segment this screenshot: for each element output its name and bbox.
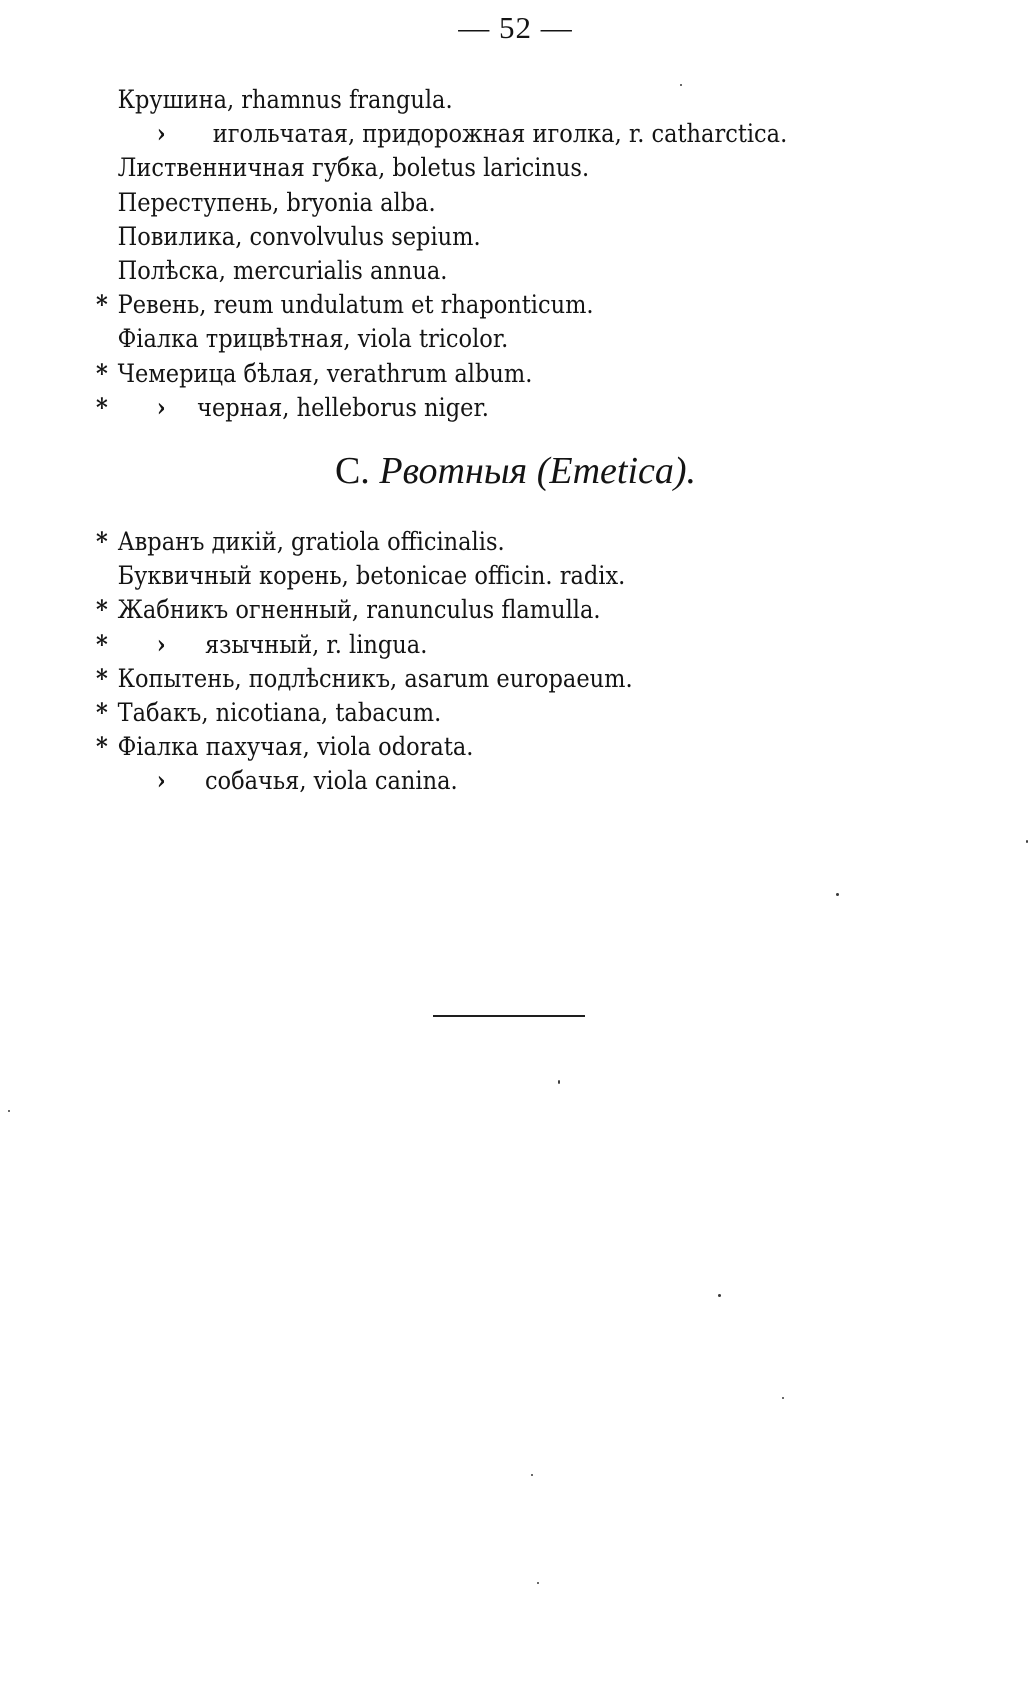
russian-name: Ревень, xyxy=(117,290,207,320)
list-item xyxy=(96,288,906,322)
list-item xyxy=(96,117,906,151)
section-title: Рвотныя (Emetica). xyxy=(379,450,697,492)
print-speck xyxy=(836,893,839,896)
ditto-mark: › xyxy=(117,629,205,659)
print-speck xyxy=(782,1397,784,1399)
latin-name: bryonia alba. xyxy=(279,187,436,217)
russian-name: Лиственничная губка, xyxy=(117,153,386,183)
latin-name: convolvulus sepium. xyxy=(242,221,481,251)
russian-name: Буквичный корень, xyxy=(117,561,349,591)
print-speck xyxy=(680,84,682,86)
list-item xyxy=(96,730,906,764)
list-item xyxy=(96,186,906,220)
list-item xyxy=(96,525,906,559)
list-item xyxy=(96,696,906,730)
list-item xyxy=(96,593,906,627)
russian-name: Повилика, xyxy=(117,221,243,251)
asterisk-mark: * xyxy=(96,732,108,762)
ditto-mark: › xyxy=(117,392,198,422)
latin-name: nicotiana, tabacum. xyxy=(208,697,442,727)
ditto-mark: › xyxy=(117,766,205,796)
russian-name: язычный, xyxy=(204,629,320,659)
latin-name: mercurialis annua. xyxy=(225,255,448,285)
asterisk-mark: * xyxy=(96,697,108,727)
asterisk-mark: * xyxy=(96,663,108,693)
latin-name: reum undulatum et rhaponticum. xyxy=(206,290,594,320)
asterisk-mark: * xyxy=(96,358,108,388)
list-item xyxy=(96,662,906,696)
latin-name: helleborus niger. xyxy=(289,392,489,422)
print-speck xyxy=(558,1080,560,1084)
print-speck xyxy=(531,1474,533,1476)
section-letter: С. xyxy=(334,450,370,492)
russian-name: собачья, xyxy=(204,766,307,796)
asterisk-mark: * xyxy=(96,629,108,659)
list-item xyxy=(96,628,906,662)
plant-list-laxative xyxy=(96,83,996,425)
list-item xyxy=(96,391,906,425)
page-number: — 52 — xyxy=(458,10,573,45)
latin-name: ranunculus flamulla. xyxy=(359,595,601,625)
russian-name: Жабникъ огненный, xyxy=(117,595,360,625)
russian-name: Авранъ дикій, xyxy=(117,527,284,556)
plant-list-emetica xyxy=(96,525,996,799)
latin-name: gratiola officinalis. xyxy=(283,527,505,556)
russian-name: игольчатая, придорожная иголка, xyxy=(212,119,622,149)
russian-name: Копытень, подлѣсникъ, xyxy=(117,663,398,693)
list-item xyxy=(96,322,906,356)
list-item xyxy=(96,254,906,288)
russian-name: Полѣска, xyxy=(117,255,226,285)
latin-name: asarum europaeum. xyxy=(397,663,633,693)
russian-name: черная, xyxy=(197,392,290,422)
russian-name: Крушина, xyxy=(117,85,235,114)
end-rule xyxy=(433,1015,585,1017)
list-item xyxy=(96,83,906,117)
list-item xyxy=(96,559,906,593)
list-item xyxy=(96,357,906,391)
latin-name: r. lingua. xyxy=(319,629,428,659)
latin-name: rhamnus frangula. xyxy=(234,85,453,114)
asterisk-mark: * xyxy=(96,392,108,422)
print-speck xyxy=(8,1110,10,1112)
russian-name: Табакъ, xyxy=(117,697,209,727)
print-speck xyxy=(1026,840,1028,843)
latin-name: r. catharctica. xyxy=(621,119,788,149)
latin-name: verathrum album. xyxy=(319,358,533,388)
asterisk-mark: * xyxy=(96,595,108,625)
asterisk-mark: * xyxy=(96,527,108,556)
latin-name: boletus laricinus. xyxy=(385,153,590,183)
latin-name: viola tricolor. xyxy=(350,324,509,354)
print-speck xyxy=(537,1582,539,1584)
russian-name: Переступень, xyxy=(117,187,280,217)
latin-name: betonicae officin. radix. xyxy=(348,561,626,591)
list-item xyxy=(96,764,906,798)
latin-name: viola odorata. xyxy=(309,732,474,762)
russian-name: Фіалка пахучая, xyxy=(117,732,310,762)
list-item xyxy=(96,220,906,254)
asterisk-mark: * xyxy=(96,290,108,320)
ditto-mark: › xyxy=(117,119,213,149)
list-item xyxy=(96,151,906,185)
russian-name: Фіалка трицвѣтная, xyxy=(117,324,351,354)
latin-name: viola canina. xyxy=(306,766,458,796)
print-speck xyxy=(718,1294,721,1297)
russian-name: Чемерица бѣлая, xyxy=(117,358,320,388)
section-heading xyxy=(0,449,1031,493)
